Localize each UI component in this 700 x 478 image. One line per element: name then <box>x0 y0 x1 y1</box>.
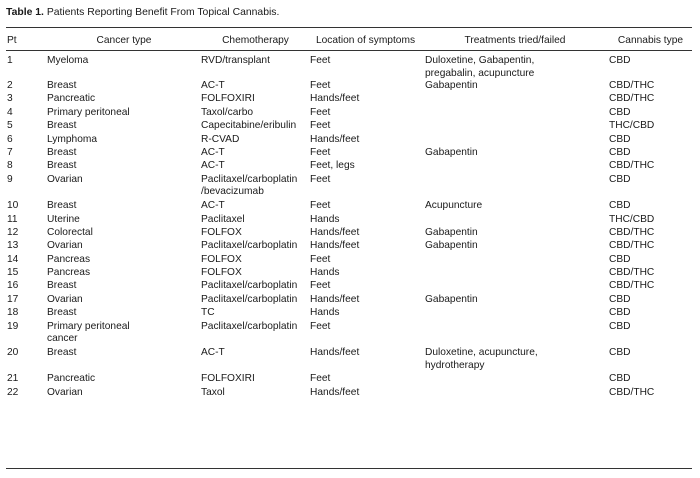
pt-cell: 2 <box>7 80 13 91</box>
pt-cell: 7 <box>7 146 13 158</box>
location-cell: Feet <box>310 55 331 66</box>
cancer-type-cell: Breast <box>47 200 77 212</box>
table-row <box>6 347 692 373</box>
treatments-cell <box>421 267 609 280</box>
cancer-type-cell: Colorectal <box>47 226 93 238</box>
pt-cell: 8 <box>7 160 13 172</box>
pt-cell: 9 <box>7 173 13 185</box>
treatments-cell: Gabapentin <box>425 80 478 91</box>
header-pt: Pt <box>7 35 17 46</box>
location-cell: Hands/feet <box>310 347 360 359</box>
pt-cell: 13 <box>7 240 19 252</box>
cannabis-type-cell: CBD/THC <box>609 80 655 91</box>
table-title: Patients Reporting Benefit From Topical Cannabis. <box>46 7 280 18</box>
cancer-type-cell: Pancreas <box>47 253 91 265</box>
location-cell: Feet <box>310 80 331 91</box>
location-cell: Hands/feet <box>310 293 360 305</box>
table-label: Table 1. <box>6 7 44 18</box>
cannabis-type-cell: CBD <box>609 373 631 385</box>
treatments-cell: Gabapentin <box>425 146 478 158</box>
table-row <box>6 373 692 386</box>
cannabis-type-cell: CBD <box>609 55 631 66</box>
cancer-type-cell: Breast <box>47 347 77 359</box>
bottom-rule <box>6 468 692 469</box>
treatments-cell <box>421 107 609 120</box>
chemotherapy-cell: AC-T <box>201 347 225 359</box>
cannabis-type-cell: CBD <box>609 146 631 158</box>
chemotherapy-cell: FOLFOX <box>201 267 242 279</box>
location-cell: Hands/feet <box>310 133 360 145</box>
chemotherapy-cell: Paclitaxel/carboplatin <box>201 280 298 292</box>
table-row <box>6 80 692 93</box>
location-cell: Hands/feet <box>310 93 360 105</box>
cancer-type-cell: Pancreatic <box>47 93 96 105</box>
cancer-type-cell: Lymphoma <box>47 133 98 145</box>
treatments-cell <box>421 280 609 293</box>
pt-cell: 17 <box>7 293 19 305</box>
pt-cell: 5 <box>7 120 13 132</box>
chemotherapy-cell: AC-T <box>201 160 225 172</box>
pt-cell: 14 <box>7 253 19 265</box>
chemotherapy-cell: AC-T <box>201 200 225 212</box>
cancer-type-cell: Pancreas <box>47 267 91 279</box>
location-cell: Feet <box>310 320 331 332</box>
chemotherapy-cell: FOLFOXIRI <box>201 373 255 385</box>
treatments-cell: Duloxetine, Gabapentin, pregabalin, acupuncture <box>425 55 535 79</box>
chemotherapy-cell: FOLFOX <box>201 226 242 238</box>
treatments-cell <box>421 134 609 147</box>
pt-cell: 4 <box>7 106 13 118</box>
location-cell: Hands <box>310 213 340 225</box>
top-rule <box>6 27 692 28</box>
cancer-type-cell: Primary peritoneal cancer <box>47 320 130 345</box>
cannabis-type-cell: CBD/THC <box>609 93 655 105</box>
treatments-cell: Acupuncture <box>425 200 483 212</box>
table-row <box>6 267 692 280</box>
cancer-type-cell: Breast <box>47 146 77 158</box>
cancer-type-cell: Myeloma <box>47 55 89 66</box>
pt-cell: 11 <box>7 213 18 225</box>
table-row <box>6 240 692 253</box>
pt-cell: 12 <box>7 226 19 238</box>
location-cell: Feet <box>310 106 331 118</box>
table-row <box>6 307 692 320</box>
table-row <box>6 134 692 147</box>
cannabis-type-cell: CBD <box>609 133 631 145</box>
chemotherapy-cell: RVD/transplant <box>201 55 270 66</box>
chemotherapy-cell: AC-T <box>201 80 225 91</box>
cancer-type-cell: Uterine <box>47 213 80 225</box>
table-row <box>6 200 692 213</box>
table-row <box>6 321 692 347</box>
pt-cell: 1 <box>7 55 13 66</box>
header-row <box>6 31 692 50</box>
chemotherapy-cell: FOLFOXIRI <box>201 93 255 105</box>
location-cell: Hands/feet <box>310 240 360 252</box>
pt-cell: 19 <box>7 320 19 332</box>
cannabis-type-cell: CBD/THC <box>609 240 655 252</box>
treatments-cell <box>421 387 609 400</box>
treatments-cell <box>421 93 609 106</box>
location-cell: Feet <box>310 373 331 385</box>
chemotherapy-cell: Paclitaxel/carboplatin <box>201 240 298 252</box>
cannabis-type-cell: CBD <box>609 347 631 359</box>
table-row <box>6 93 692 106</box>
pt-cell: 20 <box>7 347 19 359</box>
treatments-cell <box>421 174 609 200</box>
treatments-cell <box>421 307 609 320</box>
table-row <box>6 174 692 200</box>
patients-table <box>6 31 692 400</box>
location-cell: Feet <box>310 280 331 292</box>
treatments-cell <box>421 160 609 173</box>
table-row <box>6 280 692 293</box>
cannabis-type-cell: CBD <box>609 307 631 319</box>
cancer-type-cell: Ovarian <box>47 240 83 252</box>
cancer-type-cell: Breast <box>47 280 77 292</box>
cancer-type-cell: Ovarian <box>47 293 83 305</box>
table-row <box>6 147 692 160</box>
cancer-type-cell: Breast <box>47 160 77 172</box>
cannabis-type-cell: CBD/THC <box>609 226 655 238</box>
header-location: Location of symptoms <box>315 35 416 46</box>
cannabis-type-cell: THC/CBD <box>609 120 655 132</box>
location-cell: Feet <box>310 200 331 212</box>
table-row <box>6 387 692 400</box>
location-cell: Feet <box>310 120 331 132</box>
cannabis-type-cell: CBD <box>609 200 631 212</box>
location-cell: Hands/feet <box>310 226 360 238</box>
cannabis-type-cell: CBD <box>609 293 631 305</box>
location-cell: Feet, legs <box>310 160 355 172</box>
chemotherapy-cell: Paclitaxel/carboplatin <box>201 293 298 305</box>
chemotherapy-cell: Taxol/carbo <box>201 106 254 118</box>
pt-cell: 10 <box>7 200 19 212</box>
treatments-cell: Gabapentin <box>425 293 478 305</box>
cancer-type-cell: Breast <box>47 120 77 132</box>
chemotherapy-cell: Paclitaxel <box>201 213 245 225</box>
treatments-cell <box>421 120 609 133</box>
header-chemotherapy: Chemotherapy <box>222 35 289 46</box>
pt-cell: 3 <box>7 93 13 105</box>
cannabis-type-cell: CBD <box>609 253 631 265</box>
cancer-type-cell: Breast <box>47 307 77 319</box>
chemotherapy-cell: Paclitaxel/carboplatin /bevacizumab <box>201 173 298 198</box>
location-cell: Feet <box>310 173 331 185</box>
cannabis-type-cell: THC/CBD <box>609 213 655 225</box>
chemotherapy-cell: Capecitabine/eribulin <box>201 120 297 132</box>
treatments-cell: Gabapentin <box>425 240 478 252</box>
cannabis-type-cell: CBD/THC <box>609 386 655 398</box>
header-cannabis-type: Cannabis type <box>617 35 684 46</box>
pt-cell: 16 <box>7 280 19 292</box>
cannabis-type-cell: CBD <box>609 173 631 185</box>
table-body <box>6 50 692 400</box>
cannabis-type-cell: CBD/THC <box>609 280 655 292</box>
header-cancer-type: Cancer type <box>96 35 152 46</box>
treatments-cell <box>421 214 609 227</box>
pt-cell: 18 <box>7 307 19 319</box>
chemotherapy-cell: Paclitaxel/carboplatin <box>201 320 298 332</box>
treatments-cell: Gabapentin <box>425 226 478 238</box>
cannabis-type-cell: CBD/THC <box>609 160 655 172</box>
table-row <box>6 254 692 267</box>
cancer-type-cell: Breast <box>47 80 77 91</box>
cancer-type-cell: Ovarian <box>47 173 83 185</box>
location-cell: Hands <box>310 307 340 319</box>
chemotherapy-cell: R-CVAD <box>201 133 240 145</box>
chemotherapy-cell: FOLFOX <box>201 253 242 265</box>
location-cell: Hands <box>310 267 340 279</box>
chemotherapy-cell: TC <box>201 307 215 319</box>
pt-cell: 22 <box>7 386 19 398</box>
table-row <box>6 294 692 307</box>
cancer-type-cell: Pancreatic <box>47 373 96 385</box>
chemotherapy-cell: Taxol <box>201 386 225 398</box>
cancer-type-cell: Primary peritoneal <box>47 106 130 118</box>
table-row <box>6 107 692 120</box>
cannabis-type-cell: CBD <box>609 320 631 332</box>
treatments-cell <box>421 254 609 267</box>
treatments-cell: Duloxetine, acupuncture, hydrotherapy <box>425 347 538 371</box>
cannabis-type-cell: CBD/THC <box>609 267 655 279</box>
table-row <box>6 50 692 80</box>
table-row <box>6 214 692 227</box>
header-treatments: Treatments tried/failed <box>464 35 566 46</box>
location-cell: Feet <box>310 146 331 158</box>
location-cell: Hands/feet <box>310 386 360 398</box>
pt-cell: 6 <box>7 133 13 145</box>
table-row <box>6 227 692 240</box>
chemotherapy-cell: AC-T <box>201 146 225 158</box>
treatments-cell <box>421 321 609 347</box>
cancer-type-cell: Ovarian <box>47 386 83 398</box>
table-caption <box>6 6 279 19</box>
treatments-cell <box>421 373 609 386</box>
location-cell: Feet <box>310 253 331 265</box>
pt-cell: 15 <box>7 267 19 279</box>
pt-cell: 21 <box>7 373 19 385</box>
table-row <box>6 160 692 173</box>
table-row <box>6 120 692 133</box>
cannabis-type-cell: CBD <box>609 106 631 118</box>
